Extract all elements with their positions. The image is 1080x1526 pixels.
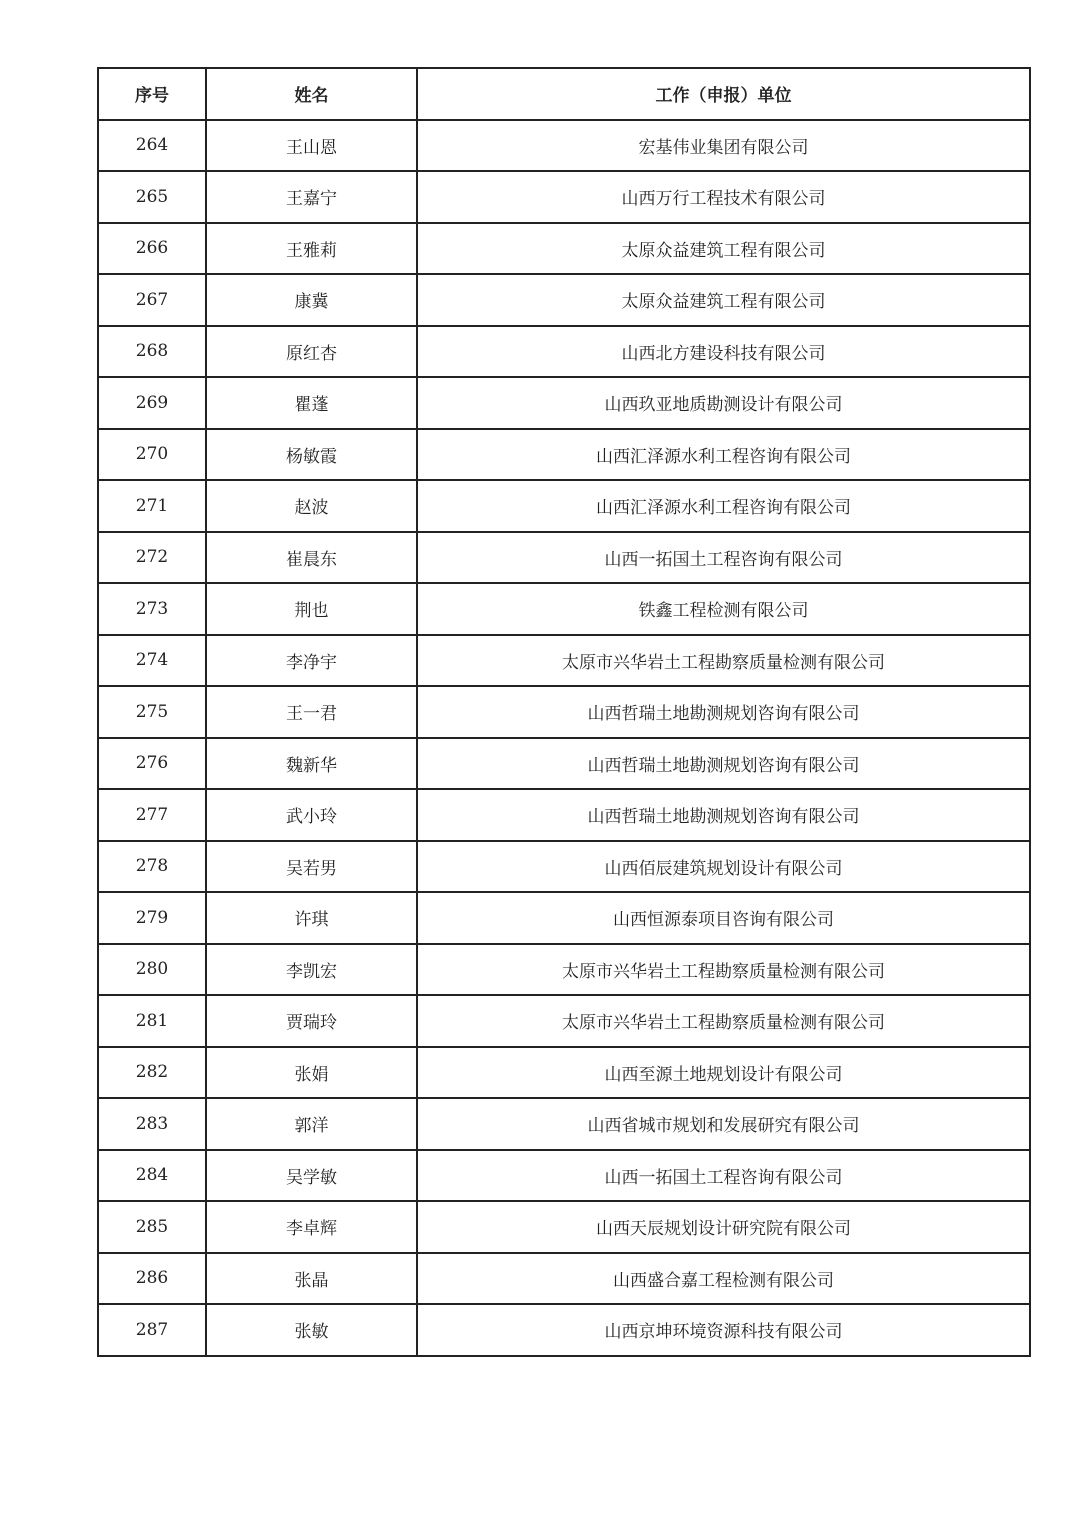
cell-name: 李凯宏 <box>206 944 417 996</box>
table-row <box>98 120 1030 172</box>
cell-name: 王嘉宁 <box>206 171 417 223</box>
header-name: 姓名 <box>206 68 417 120</box>
header-unit: 工作（申报）单位 <box>417 68 1030 120</box>
roster-table <box>97 67 1031 1357</box>
cell-unit: 山西哲瑞土地勘测规划咨询有限公司 <box>417 789 1030 841</box>
cell-name: 贾瑞玲 <box>206 995 417 1047</box>
cell-seq: 276 <box>98 738 206 790</box>
table-row <box>98 1150 1030 1202</box>
cell-name: 李净宇 <box>206 635 417 687</box>
cell-name: 崔晨东 <box>206 532 417 584</box>
cell-unit: 宏基伟业集团有限公司 <box>417 120 1030 172</box>
cell-seq: 274 <box>98 635 206 687</box>
cell-name: 王一君 <box>206 686 417 738</box>
table-row <box>98 171 1030 223</box>
cell-name: 许琪 <box>206 892 417 944</box>
cell-seq: 284 <box>98 1150 206 1202</box>
cell-unit: 山西玖亚地质勘测设计有限公司 <box>417 377 1030 429</box>
table-row <box>98 1304 1030 1356</box>
table-row <box>98 583 1030 635</box>
table-header-row <box>98 68 1030 120</box>
cell-unit: 山西万行工程技术有限公司 <box>417 171 1030 223</box>
cell-name: 李卓辉 <box>206 1201 417 1253</box>
cell-name: 吴若男 <box>206 841 417 893</box>
cell-seq: 266 <box>98 223 206 275</box>
cell-unit: 山西盛合嘉工程检测有限公司 <box>417 1253 1030 1305</box>
cell-name: 张娟 <box>206 1047 417 1099</box>
cell-unit: 山西一拓国土工程咨询有限公司 <box>417 1150 1030 1202</box>
cell-seq: 273 <box>98 583 206 635</box>
cell-unit: 太原市兴华岩土工程勘察质量检测有限公司 <box>417 944 1030 996</box>
cell-seq: 275 <box>98 686 206 738</box>
cell-seq: 268 <box>98 326 206 378</box>
table-row <box>98 738 1030 790</box>
cell-name: 郭洋 <box>206 1098 417 1150</box>
cell-name: 王山恩 <box>206 120 417 172</box>
cell-seq: 287 <box>98 1304 206 1356</box>
table-row <box>98 532 1030 584</box>
header-seq: 序号 <box>98 68 206 120</box>
cell-seq: 277 <box>98 789 206 841</box>
cell-unit: 山西汇泽源水利工程咨询有限公司 <box>417 480 1030 532</box>
cell-unit: 铁鑫工程检测有限公司 <box>417 583 1030 635</box>
cell-name: 武小玲 <box>206 789 417 841</box>
table-row <box>98 789 1030 841</box>
cell-seq: 267 <box>98 274 206 326</box>
cell-unit: 山西哲瑞土地勘测规划咨询有限公司 <box>417 686 1030 738</box>
cell-unit: 山西京坤环境资源科技有限公司 <box>417 1304 1030 1356</box>
cell-name: 瞿蓬 <box>206 377 417 429</box>
table-row <box>98 944 1030 996</box>
cell-seq: 286 <box>98 1253 206 1305</box>
cell-unit: 山西省城市规划和发展研究有限公司 <box>417 1098 1030 1150</box>
table-row <box>98 995 1030 1047</box>
cell-seq: 281 <box>98 995 206 1047</box>
cell-seq: 280 <box>98 944 206 996</box>
cell-seq: 264 <box>98 120 206 172</box>
table-row <box>98 223 1030 275</box>
cell-unit: 山西至源土地规划设计有限公司 <box>417 1047 1030 1099</box>
cell-name: 赵波 <box>206 480 417 532</box>
table-row <box>98 1253 1030 1305</box>
cell-name: 张敏 <box>206 1304 417 1356</box>
cell-seq: 271 <box>98 480 206 532</box>
table-row <box>98 841 1030 893</box>
table-row <box>98 377 1030 429</box>
cell-unit: 太原市兴华岩土工程勘察质量检测有限公司 <box>417 635 1030 687</box>
cell-name: 原红杏 <box>206 326 417 378</box>
table-row <box>98 1098 1030 1150</box>
cell-seq: 269 <box>98 377 206 429</box>
cell-unit: 山西佰辰建筑规划设计有限公司 <box>417 841 1030 893</box>
cell-seq: 282 <box>98 1047 206 1099</box>
table-row <box>98 1201 1030 1253</box>
table-row <box>98 480 1030 532</box>
cell-unit: 太原众益建筑工程有限公司 <box>417 223 1030 275</box>
table-row <box>98 429 1030 481</box>
cell-seq: 272 <box>98 532 206 584</box>
table-row <box>98 686 1030 738</box>
cell-name: 张晶 <box>206 1253 417 1305</box>
cell-name: 吴学敏 <box>206 1150 417 1202</box>
cell-unit: 山西哲瑞土地勘测规划咨询有限公司 <box>417 738 1030 790</box>
cell-unit: 山西北方建设科技有限公司 <box>417 326 1030 378</box>
cell-seq: 265 <box>98 171 206 223</box>
cell-unit: 山西汇泽源水利工程咨询有限公司 <box>417 429 1030 481</box>
cell-unit: 太原市兴华岩土工程勘察质量检测有限公司 <box>417 995 1030 1047</box>
cell-unit: 太原众益建筑工程有限公司 <box>417 274 1030 326</box>
table-row <box>98 274 1030 326</box>
cell-name: 魏新华 <box>206 738 417 790</box>
cell-unit: 山西恒源泰项目咨询有限公司 <box>417 892 1030 944</box>
table-row <box>98 635 1030 687</box>
cell-seq: 270 <box>98 429 206 481</box>
cell-name: 王雅莉 <box>206 223 417 275</box>
table-row <box>98 892 1030 944</box>
table-row <box>98 1047 1030 1099</box>
cell-unit: 山西天辰规划设计研究院有限公司 <box>417 1201 1030 1253</box>
cell-seq: 279 <box>98 892 206 944</box>
cell-name: 康冀 <box>206 274 417 326</box>
table-row <box>98 326 1030 378</box>
cell-name: 荆也 <box>206 583 417 635</box>
cell-seq: 285 <box>98 1201 206 1253</box>
cell-unit: 山西一拓国土工程咨询有限公司 <box>417 532 1030 584</box>
cell-seq: 278 <box>98 841 206 893</box>
cell-seq: 283 <box>98 1098 206 1150</box>
cell-name: 杨敏霞 <box>206 429 417 481</box>
